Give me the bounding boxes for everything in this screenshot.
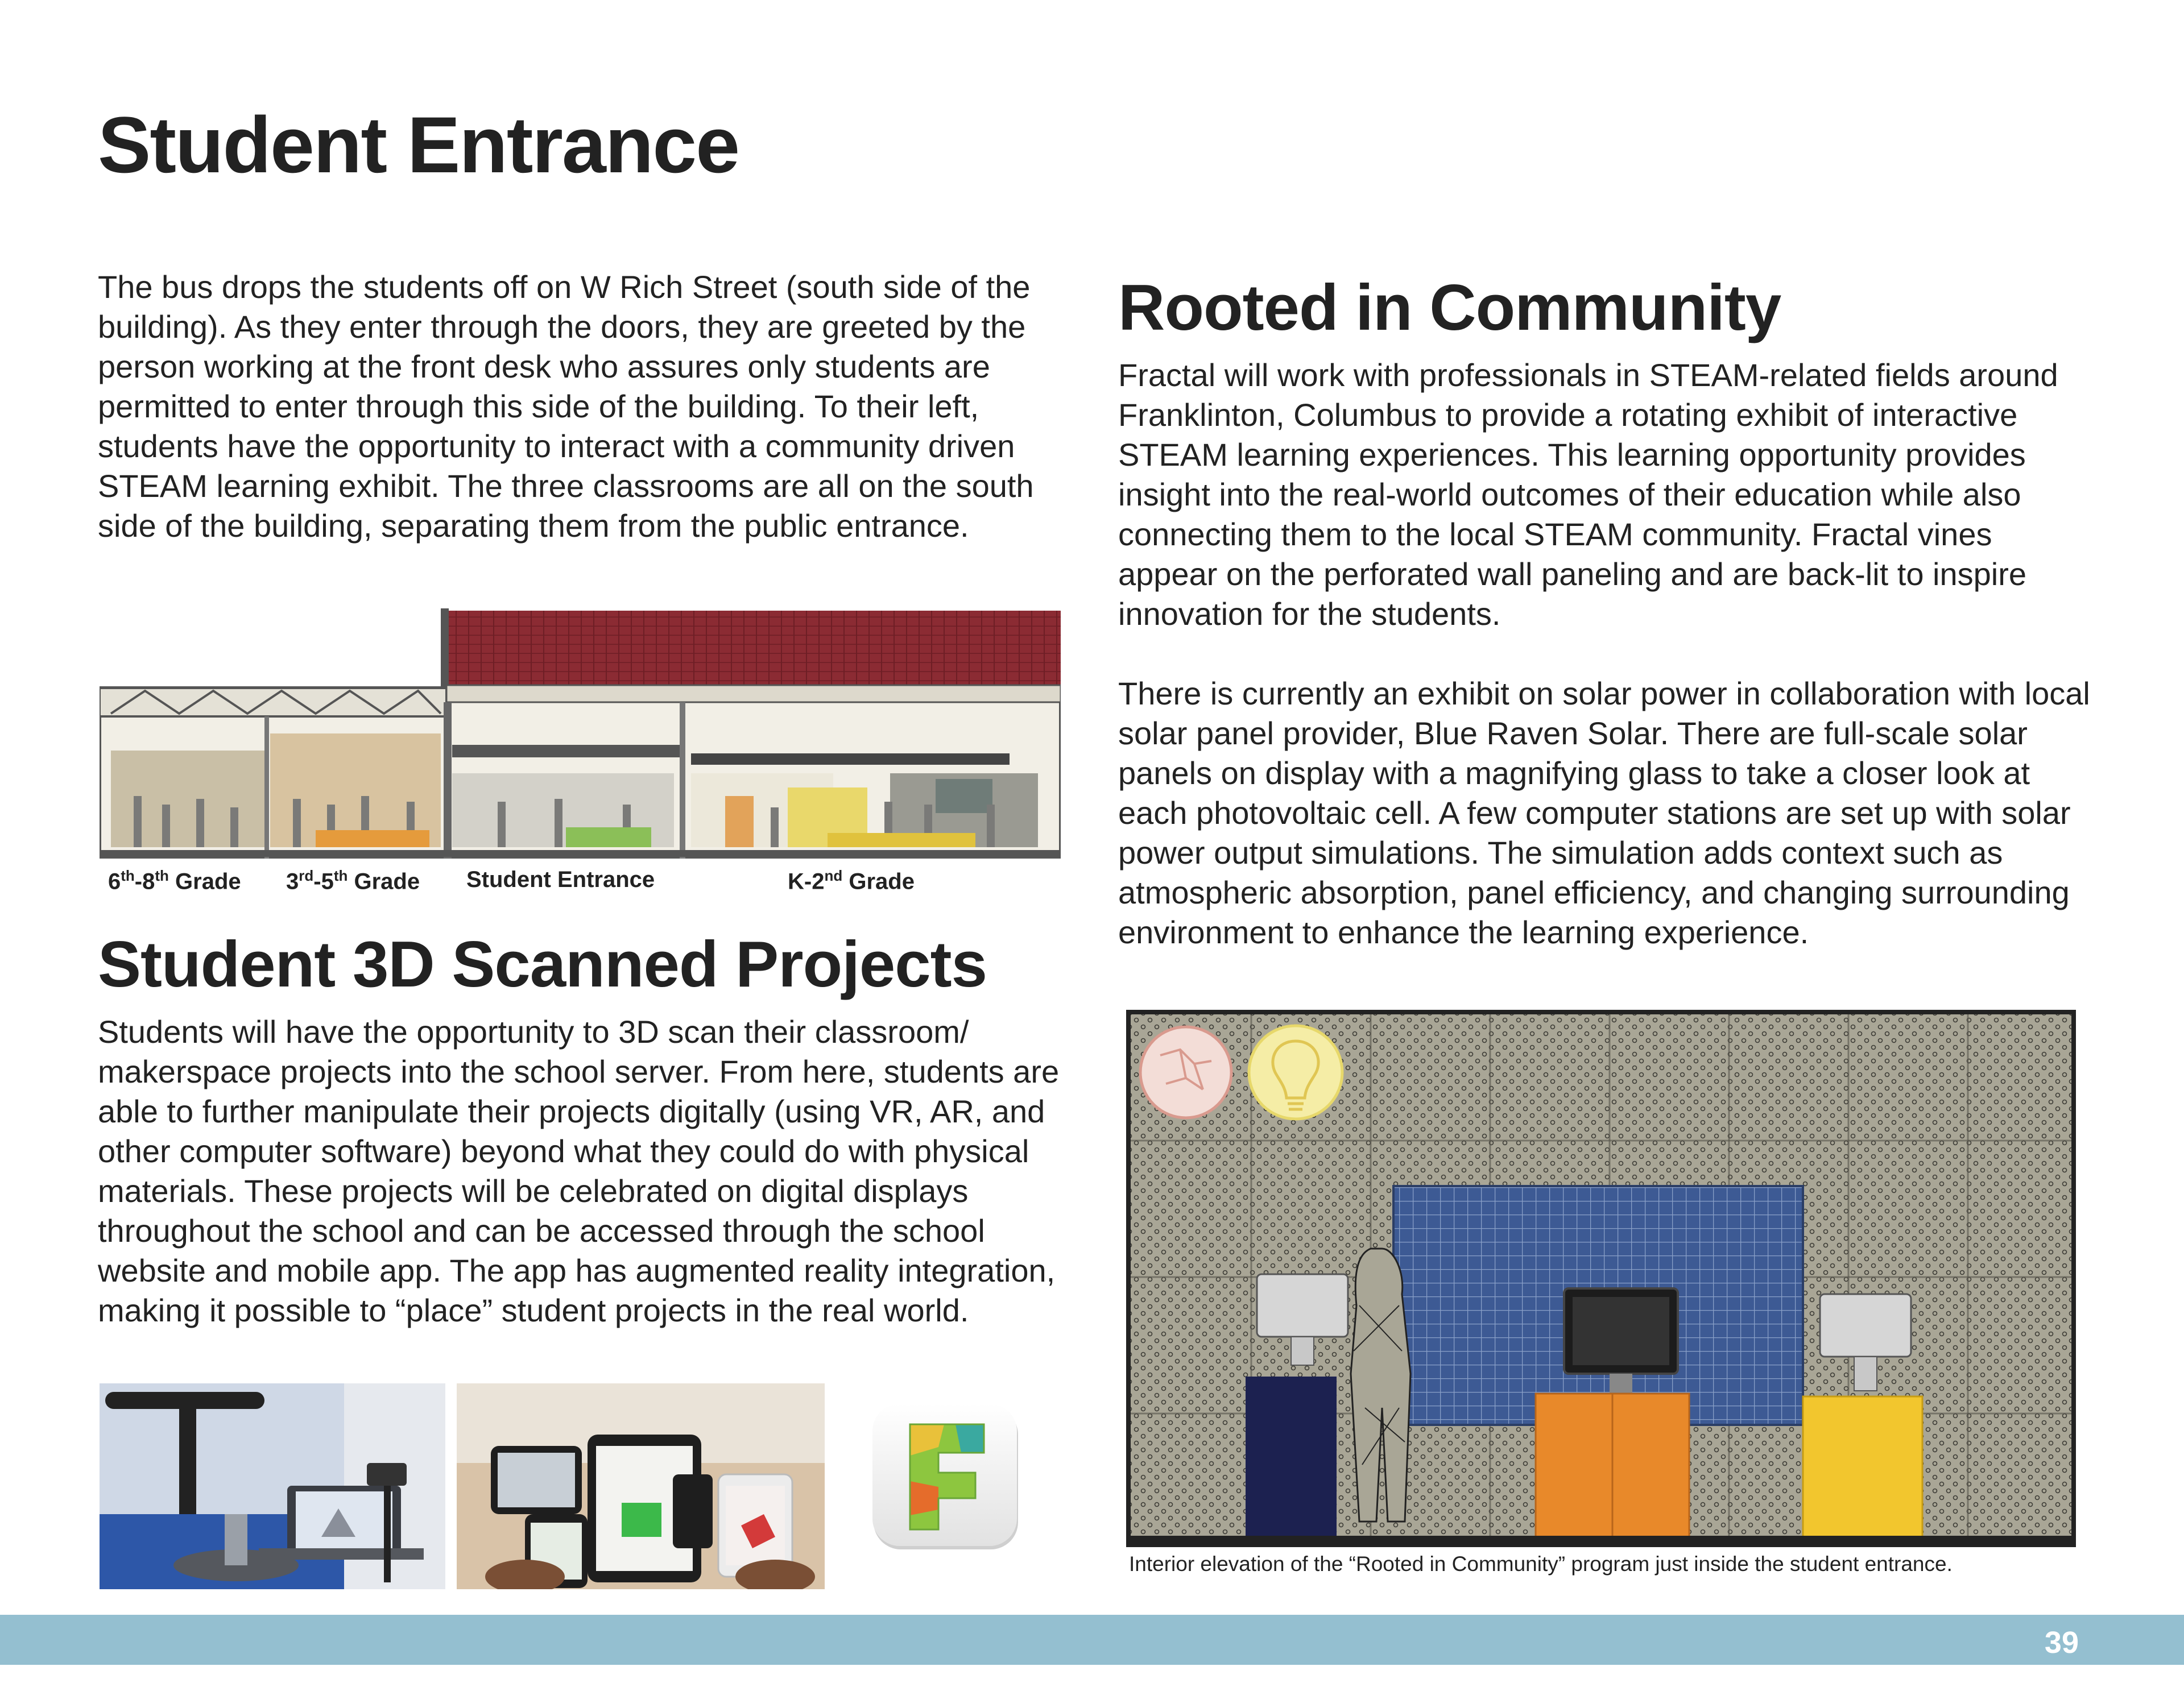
scanned-projects-paragraph: Students will have the opportunity to 3D scan their classroom/ makerspace projects into the school server. From here, students are able to further manipulate their projects digitally (using VR, AR, and other computer software) beyond what they could do with physical materials. These projects will be celebrated on digital displays throughout the school and can be accessed through the school website and mobile app. The app has augmented reality integration, making it possible to “place” student projects in the real world.	[98, 1014, 1060, 1328]
page-title: Student Entrance	[98, 100, 739, 189]
label-3-5-grade: 3rd-5th Grade	[286, 867, 420, 894]
page-number: 39	[2044, 1626, 2079, 1660]
community-heading: Rooted in Community	[1118, 272, 1781, 344]
ar-tablets-photo	[457, 1383, 825, 1589]
footer-bar	[0, 1615, 2184, 1665]
building-section-drawing	[100, 608, 1061, 859]
interior-elevation-drawing	[1126, 1010, 2076, 1547]
label-k-2-grade: K-2nd Grade	[788, 867, 915, 894]
label-student-entrance: Student Entrance	[466, 867, 655, 892]
entrance-paragraph: The bus drops the students off on W Rich Street (south side of the building). As they enter through the doors, they are greeted by the person working at the front desk who assures only students are permitted to enter through this side of the building. To their left, students have the opportunity to interact with a community driven STEAM learning exhibit. The three classrooms are all on the south side of the building, separating them from the public entrance.	[98, 269, 1034, 544]
community-paragraph-1: Fractal will work with professionals in STEAM-related fields around Franklinton, Columbus to provide a rotating exhibit of interactive STEAM learning experiences. This learning opportunity provides insight into the real-world outcomes of their education while also connecting them to the local STEAM community. Fractal vines appear on the perforated wall paneling and are back-lit to inspire innovation for the students.	[1118, 357, 2058, 632]
elevation-caption: Interior elevation of the “Rooted in Community” program just inside the student entrance.	[1129, 1552, 1953, 1576]
scanner-photo	[100, 1383, 445, 1589]
label-6-8-grade: 6th-8th Grade	[108, 867, 241, 894]
scanned-projects-heading: Student 3D Scanned Projects	[98, 929, 987, 1001]
fractal-app-icon	[870, 1402, 1021, 1553]
community-paragraph-2: There is currently an exhibit on solar power in collaboration with local solar panel provider, Blue Raven Solar. There are full-scale solar panels on display with a magnifying glass to take a closer look at each photovoltaic cell. A few computer stations are set up with solar power output simulations. The simulation adds context such as atmospheric absorption, panel efficiency, and changing surrounding environment to enhance the learning experience.	[1118, 675, 2090, 950]
